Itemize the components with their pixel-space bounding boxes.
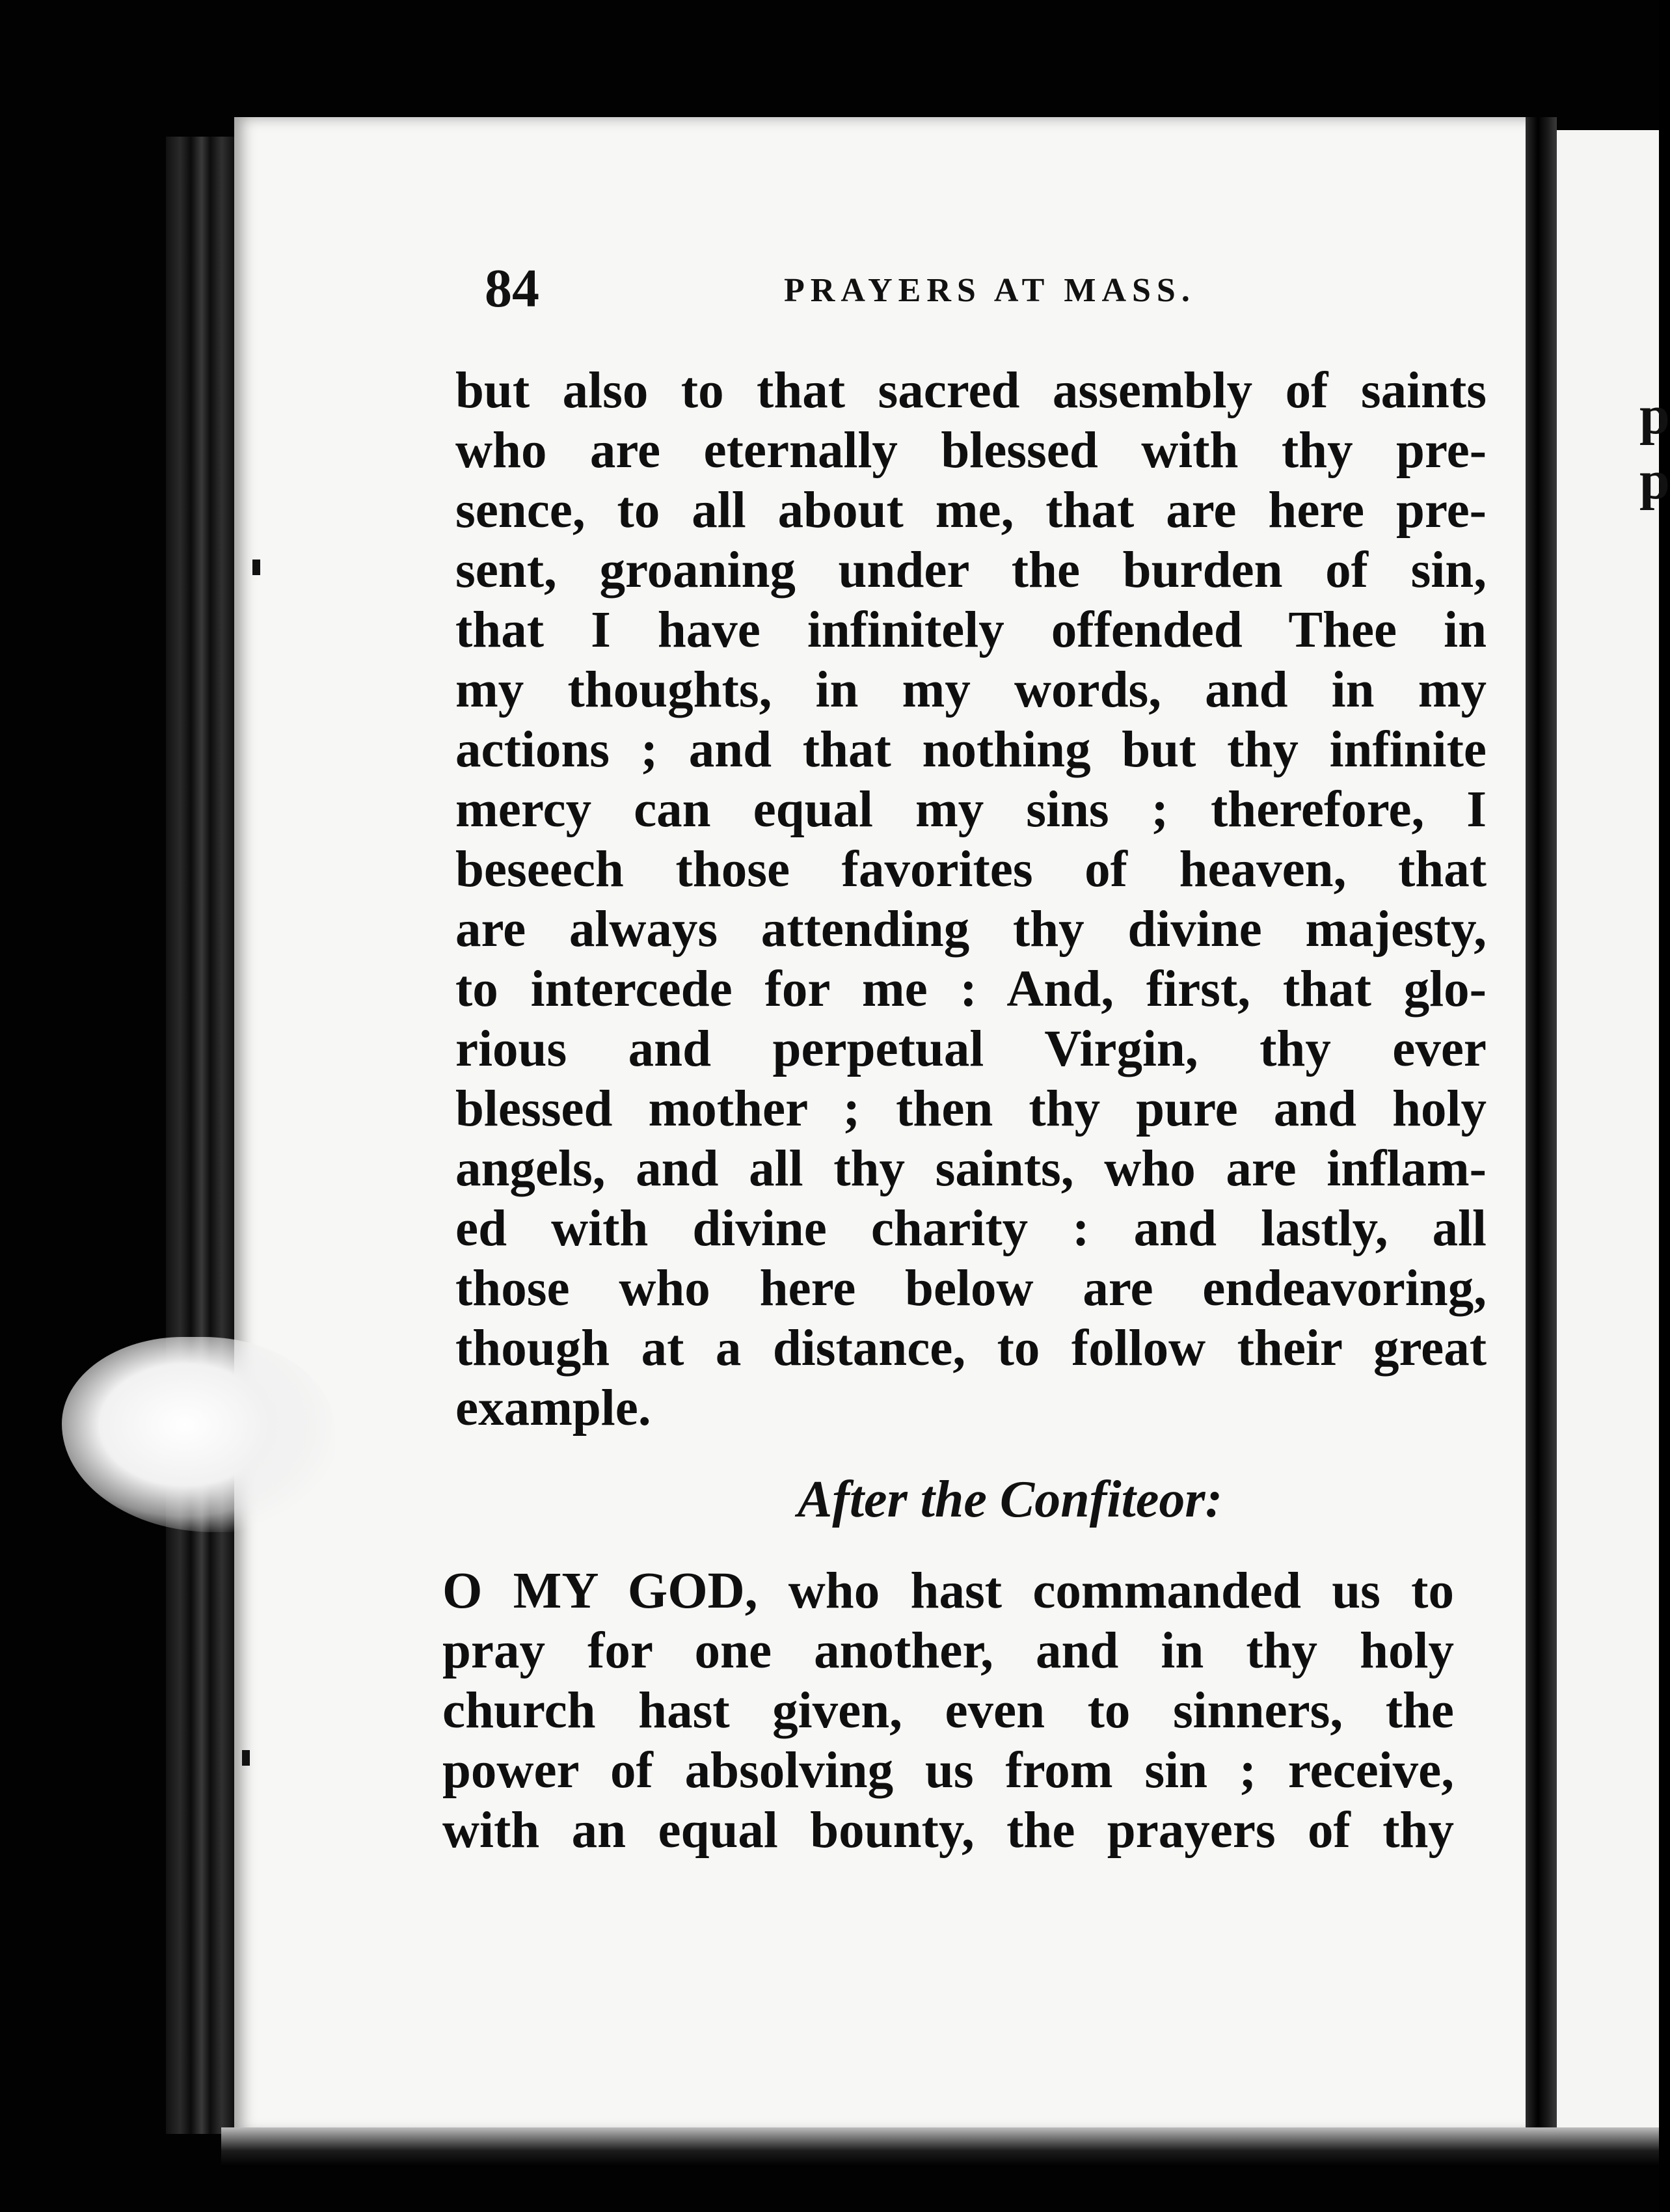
text-line: sence, to all about me, that are here pre- (455, 482, 1487, 539)
text-line: those who here below are endeavoring, (455, 1260, 1487, 1317)
page-bottom-edge (221, 2127, 1659, 2166)
text-line: angels, and all thy saints, who are inflam- (455, 1140, 1487, 1197)
text-line: pray for one another, and in thy holy (442, 1623, 1454, 1679)
margin-mark (252, 560, 260, 575)
text-line: with an equal bounty, the prayers of thy (442, 1802, 1454, 1859)
running-head (485, 257, 1220, 322)
text-line: ed with divine charity : and lastly, all (455, 1200, 1487, 1257)
text-line: church hast given, even to sinners, the (442, 1682, 1454, 1739)
text-line: O MY GOD, who hast commanded us to (442, 1563, 1454, 1619)
text-line: my thoughts, in my words, and in my (455, 662, 1487, 718)
book-spine (166, 137, 237, 2134)
text-line: sent, groaning under the burden of sin, (455, 542, 1487, 599)
text-line: beseech those favorites of heaven, that (455, 841, 1487, 898)
paragraph-1 (455, 361, 1487, 1438)
page-number: 84 (485, 258, 539, 319)
running-title: PRAYERS AT MASS. (784, 272, 1196, 309)
text-line: blessed mother ; then thy pure and holy (455, 1081, 1487, 1137)
text-line: rious and perpetual Virgin, thy ever (455, 1021, 1487, 1077)
section-heading: After the Confiteor: (797, 1471, 1223, 1528)
text-line: but also to that sacred assembly of saints (455, 362, 1487, 419)
text-line: who are eternally blessed with thy pre- (455, 422, 1487, 479)
page-gutter (1526, 117, 1557, 2140)
text-line: are always attending thy divine majesty, (455, 901, 1487, 958)
facing-page-fragment: p (1639, 450, 1670, 511)
text-line: power of absolving us from sin ; receive, (442, 1742, 1454, 1799)
text-line: though at a distance, to follow their great (455, 1320, 1487, 1377)
text-line: example. (455, 1380, 651, 1436)
facing-page-fragment: p (1639, 385, 1670, 446)
margin-mark (242, 1750, 250, 1766)
text-line: mercy can equal my sins ; therefore, I (455, 781, 1487, 838)
text-line: actions ; and that nothing but thy infinite (455, 722, 1487, 778)
paragraph-2 (442, 1561, 1454, 1861)
text-line: that I have infinitely offended Thee in (455, 602, 1487, 658)
text-line: to intercede for me : And, first, that glo- (455, 961, 1487, 1018)
